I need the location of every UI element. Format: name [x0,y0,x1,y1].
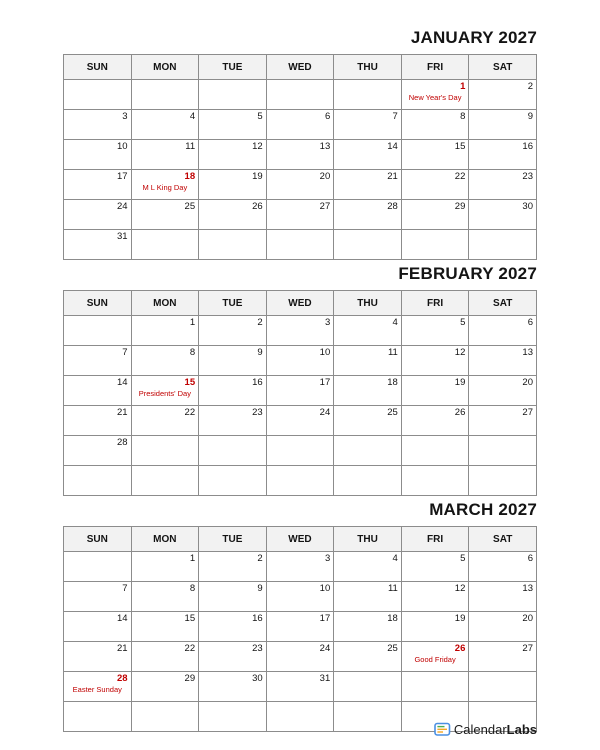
week-row [64,642,537,672]
day-cell [131,672,199,702]
day-cell [266,436,334,466]
day-cell [401,436,469,466]
day-number: 2 [257,553,263,564]
day-number: 28 [387,201,398,212]
day-cell [64,376,132,406]
day-number: 4 [392,553,398,564]
day-cell [469,466,537,496]
weekday-header-thu: THU [334,55,402,80]
day-cell [334,376,402,406]
day-cell [266,612,334,642]
day-cell [131,466,199,496]
day-number: 10 [319,347,331,358]
day-cell [266,642,334,672]
month-january [63,28,537,260]
holiday-label: Presidents' Day [138,389,191,398]
day-cell [334,346,402,376]
week-row [64,316,537,346]
day-cell [401,552,469,582]
day-number: 20 [319,171,331,182]
day-number: 21 [387,171,398,182]
month-grid [63,290,537,496]
calendar-icon [434,722,451,737]
day-cell-holiday [131,376,199,406]
day-number: 1 [189,317,196,328]
day-cell [401,582,469,612]
day-cell [334,140,402,170]
day-number: 3 [122,111,128,122]
weekday-header-wed: WED [266,527,334,552]
day-number: 5 [460,553,466,564]
day-number: 11 [185,141,196,152]
weekday-header-sun: SUN [64,55,132,80]
day-cell [199,466,267,496]
day-cell [401,316,469,346]
day-cell [266,346,334,376]
day-cell [401,672,469,702]
day-cell [334,200,402,230]
weekday-header-fri: FRI [401,291,469,316]
day-cell [334,702,402,732]
day-cell [334,316,402,346]
day-cell-holiday [401,642,469,672]
day-number: 21 [116,643,128,654]
day-number: 22 [454,171,466,182]
day-number: 4 [189,111,196,122]
day-number: 20 [522,377,533,388]
day-number: 17 [319,613,331,624]
day-cell [131,642,199,672]
month-weeks [64,316,537,496]
day-cell [64,230,132,260]
weekday-header-fri: FRI [401,527,469,552]
day-cell [131,702,199,732]
day-cell [131,552,199,582]
day-cell [199,346,267,376]
day-number: 30 [522,201,533,212]
day-cell [199,612,267,642]
day-cell [469,376,537,406]
day-cell [131,200,199,230]
week-row [64,110,537,140]
week-row [64,672,537,702]
day-cell [266,376,334,406]
day-number: 1 [189,553,196,564]
day-cell [64,200,132,230]
weekday-header-fri: FRI [401,55,469,80]
day-cell [199,200,267,230]
day-cell [64,316,132,346]
day-number: 5 [257,111,263,122]
day-number: 18 [387,613,398,624]
day-cell [266,316,334,346]
day-number: 23 [522,171,533,182]
day-cell [266,582,334,612]
day-number: 26 [454,407,466,418]
day-cell [401,140,469,170]
day-cell [131,406,199,436]
day-number: 10 [319,583,331,594]
holiday-label: New Year's Day [408,93,462,102]
day-cell [199,642,267,672]
day-cell [469,80,537,110]
day-cell [401,406,469,436]
day-cell [199,170,267,200]
day-number: 19 [454,613,466,624]
day-cell [131,110,199,140]
day-number: 31 [116,231,128,242]
day-cell [266,140,334,170]
day-number: 7 [392,111,398,122]
week-row [64,346,537,376]
day-number: 11 [387,583,398,594]
weekday-header-mon: MON [131,291,199,316]
day-cell [64,170,132,200]
day-cell [334,642,402,672]
day-number: 22 [184,407,196,418]
day-cell [199,582,267,612]
day-number: 9 [257,347,263,358]
holiday-label: M L King Day [142,183,188,192]
day-number: 13 [522,583,533,594]
day-number: 12 [252,141,263,152]
day-number: 3 [324,553,331,564]
day-cell [266,672,334,702]
weekday-header-sat: SAT [469,291,537,316]
weekday-header-mon: MON [131,55,199,80]
day-cell [131,140,199,170]
day-cell [199,552,267,582]
weekday-header-row [64,55,537,80]
day-number: 1 [460,81,466,92]
day-number: 6 [527,553,533,564]
day-number: 18 [387,377,398,388]
day-cell [266,406,334,436]
day-number: 25 [184,201,196,212]
day-cell [334,612,402,642]
day-cell [131,230,199,260]
day-number: 29 [454,201,466,212]
day-cell [334,436,402,466]
day-cell [334,170,402,200]
day-cell [199,376,267,406]
day-number: 11 [387,347,398,358]
day-number: 9 [527,111,533,122]
day-number: 7 [122,583,128,594]
weekday-header-sat: SAT [469,527,537,552]
day-cell [334,80,402,110]
day-cell [199,436,267,466]
logo-text [454,722,537,737]
day-number: 14 [387,141,398,152]
day-cell [266,170,334,200]
day-cell [199,80,267,110]
day-cell [334,110,402,140]
day-number: 30 [252,673,263,684]
day-cell [469,436,537,466]
day-cell [64,346,132,376]
week-row [64,80,537,110]
week-row [64,200,537,230]
day-cell [199,316,267,346]
day-cell [401,612,469,642]
day-cell [64,140,132,170]
day-number: 19 [454,377,466,388]
weekday-header-tue: TUE [199,527,267,552]
day-cell [199,406,267,436]
day-cell [199,110,267,140]
day-number: 28 [116,673,128,684]
day-number: 29 [184,673,196,684]
day-cell [131,612,199,642]
day-number: 26 [454,643,466,654]
week-row [64,582,537,612]
day-number: 18 [184,171,196,182]
day-number: 14 [116,613,128,624]
day-cell [469,316,537,346]
day-number: 24 [319,407,331,418]
day-number: 15 [184,613,196,624]
months-container [63,0,537,732]
week-row [64,466,537,496]
week-row [64,436,537,466]
day-cell [469,346,537,376]
day-number: 14 [116,377,128,388]
day-number: 21 [116,407,128,418]
logo-text-labs: Labs [506,722,537,737]
day-cell [64,552,132,582]
month-title: MARCH 2027 [429,500,537,519]
day-number: 31 [319,673,331,684]
weekday-header-sun: SUN [64,527,132,552]
day-cell [266,466,334,496]
day-number: 27 [522,407,533,418]
day-cell [469,642,537,672]
day-number: 3 [324,317,331,328]
day-cell [131,80,199,110]
day-cell [64,702,132,732]
day-number: 20 [522,613,533,624]
day-number: 15 [184,377,196,388]
day-cell [469,200,537,230]
day-cell-holiday [401,80,469,110]
day-number: 19 [252,171,263,182]
day-number: 27 [522,643,533,654]
day-number: 22 [184,643,196,654]
day-cell [64,466,132,496]
day-cell [266,80,334,110]
day-cell [469,110,537,140]
day-number: 2 [257,317,263,328]
weekday-header-wed: WED [266,291,334,316]
weekday-header-tue: TUE [199,55,267,80]
day-cell [64,110,132,140]
day-number: 16 [252,377,263,388]
day-cell [401,376,469,406]
day-cell-holiday [131,170,199,200]
day-number: 6 [527,317,533,328]
weekday-header-thu: THU [334,527,402,552]
day-cell [334,582,402,612]
day-number: 27 [319,201,331,212]
day-number: 16 [522,141,533,152]
month-title: FEBRUARY 2027 [398,264,537,283]
day-number: 8 [189,347,196,358]
month-weeks [64,80,537,260]
day-number: 13 [522,347,533,358]
day-cell [199,672,267,702]
day-cell [469,552,537,582]
day-cell [401,230,469,260]
month-weeks [64,552,537,732]
day-number: 6 [324,111,331,122]
week-row [64,612,537,642]
day-cell [131,346,199,376]
weekday-header-wed: WED [266,55,334,80]
holiday-label: Easter Sunday [72,685,122,694]
day-number: 12 [454,583,466,594]
day-number: 5 [460,317,466,328]
week-row [64,170,537,200]
day-cell [401,346,469,376]
day-cell [401,200,469,230]
weekday-header-row [64,291,537,316]
day-cell [469,170,537,200]
day-cell [64,436,132,466]
day-cell [334,672,402,702]
week-row [64,140,537,170]
day-cell [64,80,132,110]
day-number: 24 [319,643,331,654]
day-number: 8 [460,111,466,122]
day-cell [131,582,199,612]
month-grid [63,54,537,260]
day-number: 24 [116,201,128,212]
day-number: 7 [122,347,128,358]
day-number: 17 [319,377,331,388]
day-number: 26 [252,201,263,212]
holiday-label: Good Friday [414,655,456,664]
day-cell [334,552,402,582]
day-cell [131,316,199,346]
calendarlabs-logo [434,722,537,737]
day-number: 25 [387,407,398,418]
day-number: 25 [387,643,398,654]
day-number: 9 [257,583,263,594]
day-cell [469,672,537,702]
day-number: 17 [116,171,128,182]
day-cell [469,582,537,612]
week-row [64,406,537,436]
day-cell [199,230,267,260]
day-cell [401,110,469,140]
day-cell [334,230,402,260]
day-number: 23 [252,643,263,654]
day-cell [131,436,199,466]
weekday-header-row [64,527,537,552]
week-row [64,376,537,406]
day-number: 8 [189,583,196,594]
day-cell [64,406,132,436]
day-cell [266,200,334,230]
week-row [64,230,537,260]
day-number: 16 [252,613,263,624]
weekday-header-tue: TUE [199,291,267,316]
day-number: 10 [116,141,128,152]
weekday-header-thu: THU [334,291,402,316]
week-row [64,552,537,582]
month-title: JANUARY 2027 [410,28,537,47]
day-number: 23 [252,407,263,418]
day-cell-holiday [64,672,132,702]
day-cell [469,406,537,436]
month-march [63,500,537,732]
day-number: 13 [319,141,331,152]
day-cell [64,612,132,642]
day-cell [266,552,334,582]
day-cell [199,140,267,170]
day-cell [334,406,402,436]
day-cell [199,702,267,732]
day-cell [401,466,469,496]
day-cell [469,140,537,170]
day-number: 12 [454,347,466,358]
weekday-header-sat: SAT [469,55,537,80]
day-cell [469,230,537,260]
day-cell [64,582,132,612]
day-cell [334,466,402,496]
day-cell [266,702,334,732]
day-cell [401,170,469,200]
weekday-header-sun: SUN [64,291,132,316]
day-number: 28 [116,437,128,448]
day-number: 4 [392,317,398,328]
weekday-header-mon: MON [131,527,199,552]
logo-text-calendar: Calendar [453,722,507,737]
day-cell [469,612,537,642]
day-cell [64,642,132,672]
month-february [63,264,537,496]
day-cell [266,230,334,260]
month-grid [63,526,537,732]
day-number: 2 [527,81,533,92]
day-cell [266,110,334,140]
day-number: 15 [454,141,466,152]
